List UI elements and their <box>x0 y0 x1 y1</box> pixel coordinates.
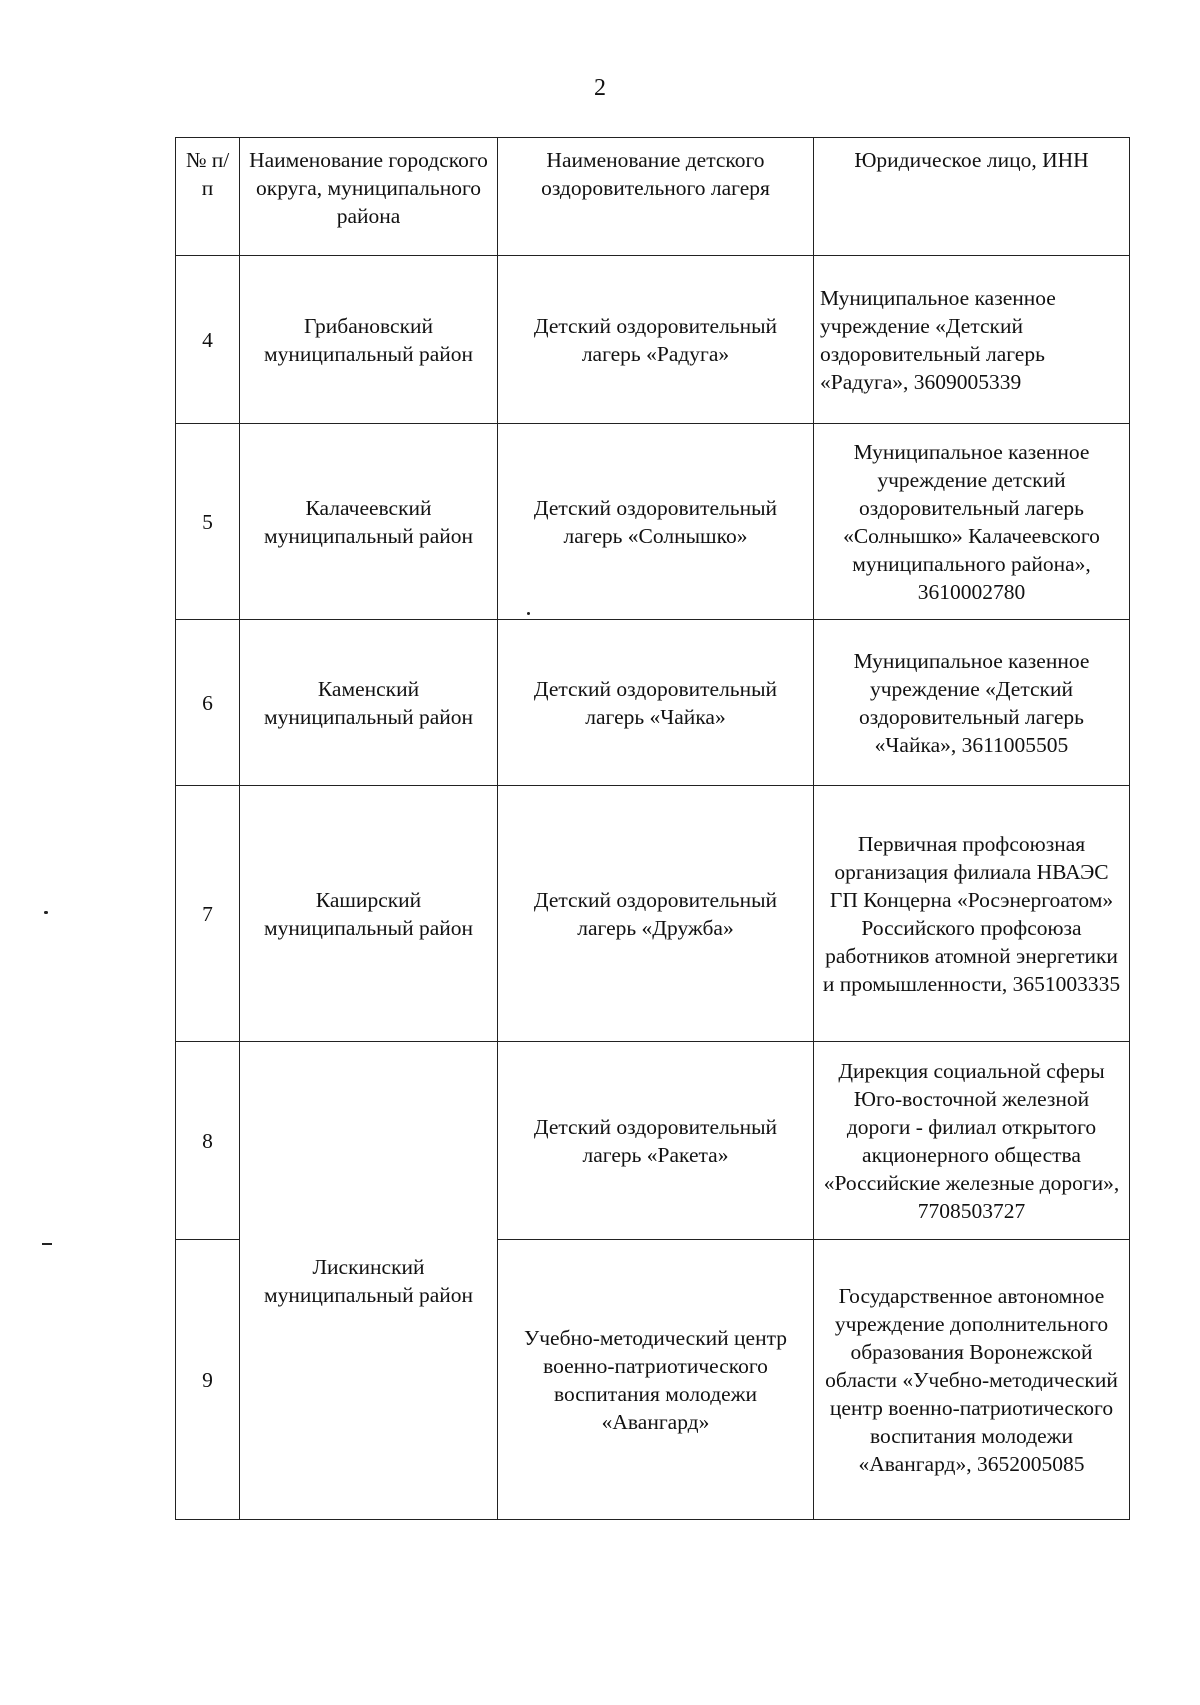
row-district: Каширский муниципальный район <box>240 786 498 1042</box>
row-num: 8 <box>176 1042 240 1240</box>
row-legal: Первичная профсоюзная организация филиала НВАЭС ГП Концерна «Росэнергоатом» Российского профсоюза работников атомной энергетики и промышленности, 3651003335 <box>814 786 1130 1042</box>
row-camp: Детский оздоровительный лагерь «Дружба» <box>498 786 814 1042</box>
row-camp: Детский оздоровительный лагерь «Радуга» <box>498 256 814 424</box>
row-legal: Дирекция социальной сферы Юго-восточной железной дороги - филиал открытого акционерного общества «Российские железные дороги», 7708503727 <box>814 1042 1130 1240</box>
row-num: 7 <box>176 786 240 1042</box>
table-row <box>176 256 1130 424</box>
header-camp: Наименование детского оздоровительного лагеря <box>498 138 814 256</box>
row-legal: Муниципальное казенное учреждение «Детский оздоровительный лагерь «Чайка», 3611005505 <box>814 620 1130 786</box>
row-camp: Детский оздоровительный лагерь «Ракета» <box>498 1042 814 1240</box>
table-header-row <box>176 138 1130 256</box>
scan-speck <box>42 1243 52 1245</box>
row-district: Грибановский муниципальный район <box>240 256 498 424</box>
camps-table <box>175 137 1130 1520</box>
header-legal: Юридическое лицо, ИНН <box>814 138 1130 256</box>
row-num: 6 <box>176 620 240 786</box>
row-district: Калачеевский муниципальный район <box>240 424 498 620</box>
row-legal: Муниципальное казенное учреждение детский оздоровительный лагерь «Солнышко» Калачеевского муниципального района», 3610002780 <box>814 424 1130 620</box>
row-district: Лискинский муниципальный район <box>240 1042 498 1520</box>
row-num: 9 <box>176 1240 240 1520</box>
row-legal: Муниципальное казенное учреждение «Детский оздоровительный лагерь «Радуга», 3609005339 <box>814 256 1130 424</box>
table-row <box>176 786 1130 1042</box>
row-camp: Детский оздоровительный лагерь «Солнышко» <box>498 424 814 620</box>
page-number: 2 <box>594 75 606 101</box>
header-district: Наименование городского округа, муниципального района <box>240 138 498 256</box>
row-district: Каменский муниципальный район <box>240 620 498 786</box>
row-camp: Учебно-методический центр военно-патриотического воспитания молодежи «Авангард» <box>498 1240 814 1520</box>
row-legal: Государственное автономное учреждение дополнительного образования Воронежской области «Учебно-методический центр военно-патриотического воспитания молодежи «Авангард», 3652005085 <box>814 1240 1130 1520</box>
table-row <box>176 424 1130 620</box>
row-num: 5 <box>176 424 240 620</box>
scan-speck <box>44 911 48 914</box>
row-num: 4 <box>176 256 240 424</box>
table-row <box>176 1042 1130 1240</box>
table-row <box>176 620 1130 786</box>
header-num: № п/п <box>176 138 240 256</box>
row-camp: Детский оздоровительный лагерь «Чайка» <box>498 620 814 786</box>
scan-speck <box>527 612 530 615</box>
